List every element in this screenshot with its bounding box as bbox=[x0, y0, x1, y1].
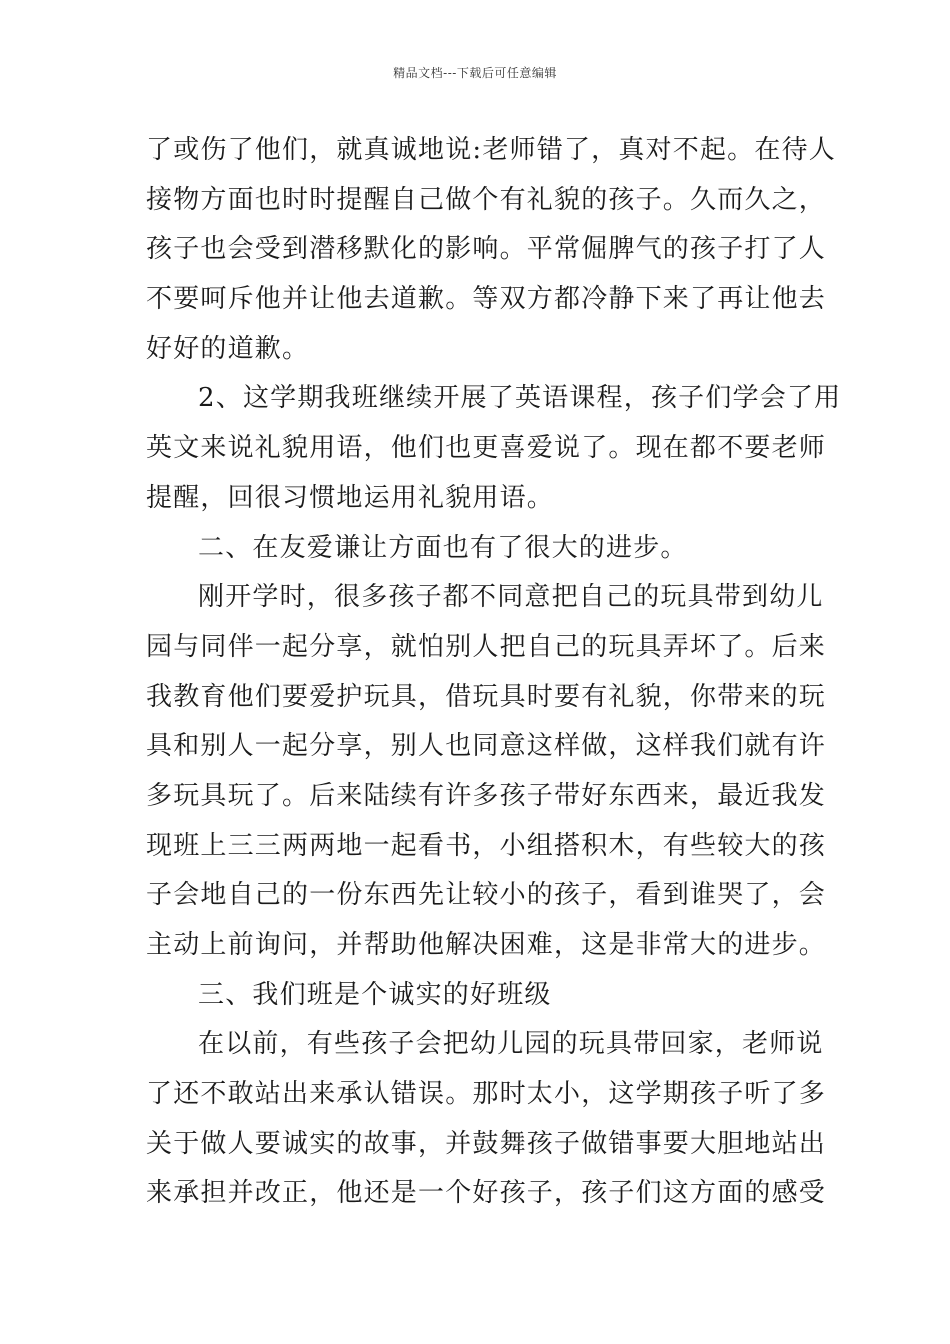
text-line: 二、在友爱谦让方面也有了很大的进步。 bbox=[198, 532, 688, 563]
text-line: 我教育他们要爱护玩具，借玩具时要有礼貌，你带来的玩 bbox=[146, 681, 827, 712]
text-line: 刚开学时，很多孩子都不同意把自己的玩具带到幼儿 bbox=[198, 582, 824, 613]
text-line: 英文来说礼貌用语，他们也更喜爱说了。现在都不要老师 bbox=[146, 433, 827, 464]
page-header: 精品文档---下载后可任意编辑 bbox=[393, 66, 557, 80]
text-line: 主动上前询问，并帮助他解决困难，这是非常大的进步。 bbox=[146, 930, 827, 960]
text-line: 2、这学期我班继续开展了英语课程，孩子们学会了用 bbox=[198, 383, 842, 414]
text-line: 了或伤了他们，就真诚地说:老师错了，真对不起。在待人 bbox=[146, 135, 836, 165]
text-line: 现班上三三两两地一起看书，小组搭积木，有些较大的孩 bbox=[146, 830, 827, 861]
text-line: 不要呵斥他并让他去道歉。等双方都冷静下来了再让他去 bbox=[146, 284, 827, 315]
text-line: 提醒，回很习惯地运用礼貌用语。 bbox=[146, 482, 555, 513]
text-line: 接物方面也时时提醒自己做个有礼貌的孩子。久而久之， bbox=[146, 184, 827, 215]
text-line: 好好的道歉。 bbox=[146, 333, 310, 364]
text-line: 关于做人要诚实的故事，并鼓舞孩子做错事要大胆地站出 bbox=[146, 1128, 827, 1159]
body-text bbox=[146, 126, 842, 1219]
text-line: 子会地自己的一份东西先让较小的孩子，看到谁哭了，会 bbox=[146, 880, 827, 911]
text-line: 园与同伴一起分享，就怕别人把自己的玩具弄坏了。后来 bbox=[146, 631, 827, 662]
text-line: 了还不敢站出来承认错误。那时太小，这学期孩子听了多 bbox=[146, 1079, 827, 1110]
text-line: 在以前，有些孩子会把幼儿园的玩具带回家，老师说 bbox=[198, 1029, 824, 1060]
text-line: 三、我们班是个诚实的好班级 bbox=[198, 979, 552, 1010]
text-line: 多玩具玩了。后来陆续有许多孩子带好东西来，最近我发 bbox=[146, 780, 827, 811]
text-line: 孩子也会受到潜移默化的影响。平常倔脾气的孩子打了人 bbox=[146, 234, 827, 265]
text-line: 具和别人一起分享，别人也同意这样做，这样我们就有许 bbox=[146, 731, 827, 762]
text-line: 来承担并改正，他还是一个好孩子，孩子们这方面的感受 bbox=[146, 1178, 827, 1209]
